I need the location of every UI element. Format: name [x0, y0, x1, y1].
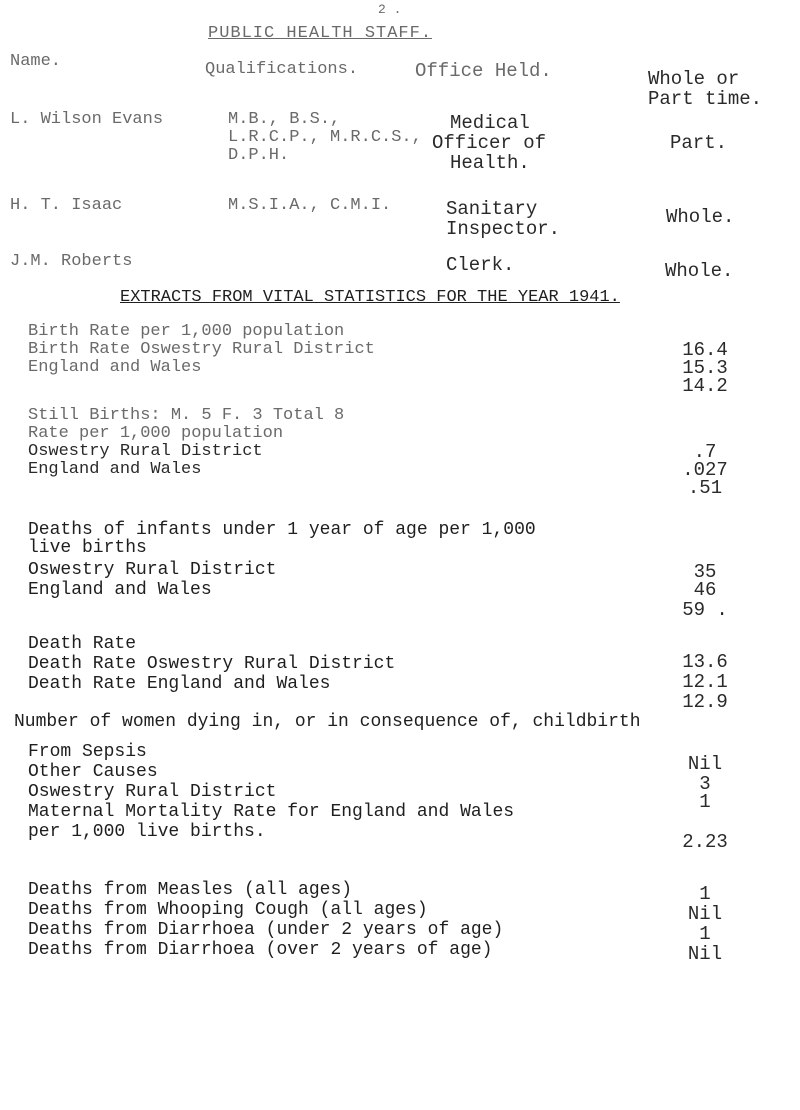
stat-label: live births [28, 538, 147, 558]
stat-label: England and Wales [28, 580, 212, 600]
header-office: Office Held. [415, 60, 552, 82]
staff-office-line: Medical [450, 112, 530, 134]
stat-label: Rate per 1,000 population [28, 424, 284, 443]
vital-statistics-heading: EXTRACTS FROM VITAL STATISTICS FOR THE YEAR 1941. [120, 288, 620, 307]
staff-qualification-line: L.R.C.P., M.R.C.S., [228, 128, 422, 147]
staff-office-line: Health. [450, 152, 530, 174]
stat-value: Nil [687, 903, 723, 925]
stat-label: Maternal Mortality Rate for England and Wales [28, 802, 515, 822]
stat-label: England and Wales [28, 358, 202, 377]
stat-value: 1 [699, 883, 711, 905]
stat-value: 14.2 [682, 375, 728, 397]
staff-time: Whole. [665, 260, 734, 282]
staff-time: Whole. [666, 206, 735, 228]
staff-office-line: Sanitary [446, 198, 538, 220]
stat-value: 1 [699, 791, 711, 813]
stat-label: England and Wales [28, 460, 202, 479]
stat-label: Deaths from Whooping Cough (all ages) [28, 900, 428, 920]
stat-label: Birth Rate per 1,000 population [28, 322, 345, 341]
stat-value: 1 [699, 923, 711, 945]
stat-value: .027 [682, 459, 728, 481]
stat-label: Deaths from Measles (all ages) [28, 880, 353, 900]
stat-label: Still Births: M. 5 F. 3 Total 8 [28, 406, 345, 425]
stat-value: 13.6 [682, 651, 728, 673]
page-heading: PUBLIC HEALTH STAFF. [208, 24, 433, 43]
stat-value: 16.4 [682, 339, 728, 361]
stat-value: 15.3 [682, 357, 728, 379]
stat-value: 59 . [682, 599, 728, 621]
stat-value: .51 [687, 477, 723, 499]
stat-label: Other Causes [28, 762, 158, 782]
stat-label: Deaths from Diarrhoea (under 2 years of age) [28, 920, 504, 940]
stat-value: Nil [687, 753, 723, 775]
header-name: Name. [10, 52, 62, 71]
stat-label: Death Rate Oswestry Rural District [28, 654, 396, 674]
staff-time: Part. [670, 132, 728, 154]
stat-label: per 1,000 live births. [28, 822, 266, 842]
header-time-line-1: Whole or [648, 68, 740, 90]
staff-name: L. Wilson Evans [10, 110, 164, 129]
header-time-line-2: Part time. [648, 88, 763, 110]
staff-office-line: Officer of [432, 132, 547, 154]
staff-office-line: Clerk. [446, 254, 515, 276]
stat-value: .7 [693, 441, 717, 463]
staff-name: J.M. Roberts [10, 252, 133, 271]
staff-name: H. T. Isaac [10, 196, 123, 215]
staff-qualification-line: M.B., B.S., [228, 110, 341, 129]
stat-value: 2.23 [682, 831, 728, 853]
stat-label: Oswestry Rural District [28, 442, 263, 461]
stat-label: Deaths from Diarrhoea (over 2 years of age) [28, 940, 493, 960]
staff-office-line: Inspector. [446, 218, 561, 240]
stat-value: 12.9 [682, 691, 728, 713]
staff-qualification-line: D.P.H. [228, 146, 290, 165]
stat-label: Oswestry Rural District [28, 560, 277, 580]
staff-qualification-line: M.S.I.A., C.M.I. [228, 196, 392, 215]
stat-label: From Sepsis [28, 742, 147, 762]
page-number: 2 . [378, 2, 402, 17]
header-qualifications: Qualifications. [205, 60, 359, 79]
stat-value: 3 [699, 773, 711, 795]
stat-value: Nil [687, 943, 723, 965]
stat-value: 12.1 [682, 671, 728, 693]
stat-label: Oswestry Rural District [28, 782, 277, 802]
stat-label: Birth Rate Oswestry Rural District [28, 340, 375, 359]
stat-label: Deaths of infants under 1 year of age per 1,000 [28, 520, 536, 540]
stat-label: Death Rate [28, 634, 137, 654]
stat-label: Death Rate England and Wales [28, 674, 331, 694]
stat-label: Number of women dying in, or in consequence of, childbirth [14, 712, 641, 732]
stat-value: 46 [693, 579, 717, 601]
stat-value: 35 [693, 561, 717, 583]
